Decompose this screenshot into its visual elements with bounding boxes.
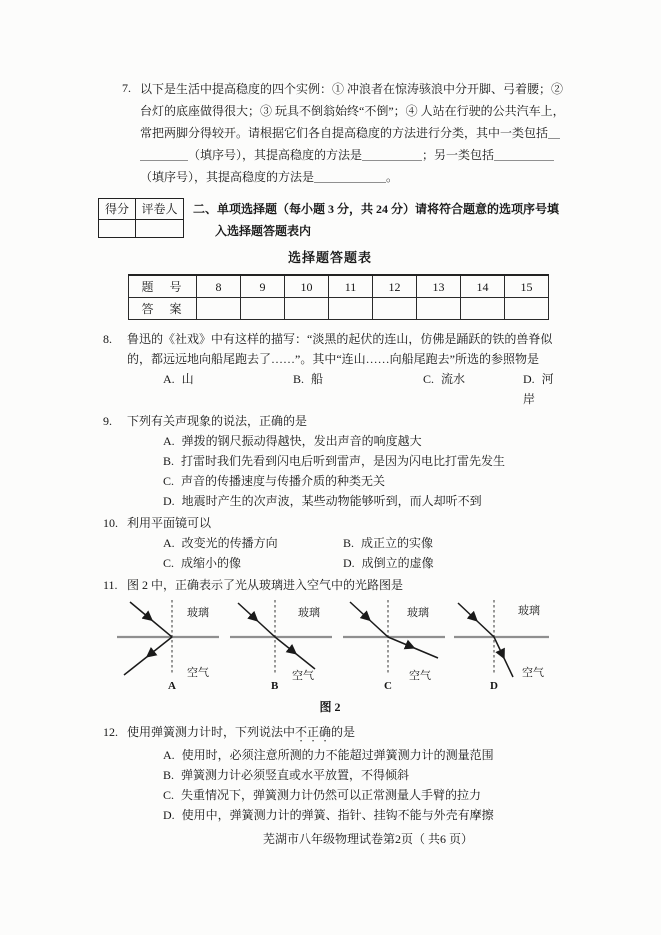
figure-2-caption: 图 2 [319, 700, 341, 714]
question-12 [95, 722, 565, 825]
air-label: 空气 [292, 670, 314, 682]
question-11-text: 图 2 中，正确表示了光从玻璃进入空气中的光路图是 [127, 578, 404, 592]
question-11-number: 11. [103, 578, 118, 592]
answer-cell [241, 298, 285, 320]
answer-cell [197, 298, 241, 320]
question-9 [95, 411, 565, 511]
air-label: 空气 [522, 667, 544, 679]
answer-table-number-row [129, 275, 549, 298]
answer-row-label: 答 案 [129, 298, 197, 320]
option-a: A. 山 [163, 372, 194, 386]
light-path-diagram-d [454, 597, 559, 697]
answer-cell [461, 298, 505, 320]
diagram-letter: D [490, 680, 498, 691]
question-12-options [127, 745, 565, 825]
question-number-cell: 15 [505, 275, 549, 298]
question-9-number: 9. [103, 414, 112, 428]
option-a: A. 改变光的传播方向 [163, 536, 278, 550]
question-10-text: 利用平面镜可以 [127, 516, 212, 530]
question-number-cell: 13 [417, 275, 461, 298]
light-path-diagram-c [341, 597, 446, 697]
question-number-cell: 12 [373, 275, 417, 298]
option-c: C. 失重情况下，弹簧测力计仍然可以正常测量人手臂的拉力 [163, 788, 482, 802]
section-2-heading: 二、单项选择题（每小题 3 分，共 24 分）请将符合题意的选项序号填入选择题答题表内 [193, 202, 560, 238]
question-8-number: 8. [103, 332, 112, 346]
question-number-cell: 10 [285, 275, 329, 298]
question-8-options [127, 369, 565, 409]
option-b: B. 成正立的实像 [343, 536, 434, 550]
glass-label: 玻璃 [407, 607, 429, 619]
question-8 [95, 329, 565, 409]
incident-ray [350, 602, 388, 637]
option-a: A. 使用时，必须注意所测的力不能超过弹簧测力计的测量范围 [163, 748, 494, 762]
question-7 [122, 78, 565, 188]
question-8-text: 鲁迅的《社戏》中有这样的描写：“淡黑的起伏的连山，仿佛是踊跃的铁的兽脊似的，都远远地向船尾跑去了……”。其中“连山……向船尾跑去”所选的参照物是 [127, 332, 553, 366]
question-number-cell: 14 [461, 275, 505, 298]
question-7-text: 以下是生活中提高稳度的四个实例：① 冲浪者在惊涛骇浪中分开脚、弓着腰；② 台灯的底座做得很大；③ 玩具不倒翁始终“不倒”；④ 人站在行驶的公共汽车上，常把两脚分得较开。请根据它们各自提高稳度的方法进行分类，其中一类包括＿＿＿＿＿（填序号），其提高稳度的方法是＿＿＿＿＿；另一类包括＿＿＿＿＿（填序号），其提高稳度的方法是＿＿＿＿＿＿。 [140, 82, 565, 184]
refracted-ray [388, 637, 438, 658]
refracted-ray [124, 637, 172, 675]
refracted-ray [275, 637, 315, 669]
glass-label: 玻璃 [187, 607, 209, 619]
page-content [95, 78, 565, 849]
answer-table-answer-row [129, 298, 549, 320]
diagram-letter: A [168, 680, 176, 691]
incident-ray [130, 602, 172, 637]
answer-cell [373, 298, 417, 320]
emphasized-text: 不正确 [295, 725, 332, 739]
option-c: C. 成缩小的像 [163, 556, 242, 570]
option-c: C. 声音的传播速度与传播介质的种类无关 [163, 474, 386, 488]
incident-ray [458, 603, 494, 637]
diagram-letter: C [384, 680, 392, 691]
answer-table [128, 274, 549, 320]
section-2-header-row [98, 198, 565, 242]
page-footer: 芜湖市八年级物理试卷第2页（ 共6 页） [262, 832, 473, 846]
answer-cell [417, 298, 461, 320]
refracted-ray [494, 637, 513, 677]
grader-label: 评卷人 [136, 199, 184, 220]
question-9-text: 下列有关声现象的说法，正确的是 [127, 414, 308, 428]
option-d: D. 使用中，弹簧测力计的弹簧、指针、挂钩不能与外壳有摩擦 [163, 808, 494, 822]
figure-2 [115, 597, 565, 697]
light-path-diagram-b [228, 597, 333, 697]
option-c: C. 流水 [423, 372, 466, 386]
answer-cell [285, 298, 329, 320]
air-label: 空气 [187, 667, 209, 679]
incident-ray [238, 603, 275, 637]
option-d: D. 成倒立的虚像 [343, 556, 434, 570]
option-d: D. 地震时产生的次声波，某些动物能够听到，而人却听不到 [163, 494, 482, 508]
light-path-diagram-a [115, 597, 220, 697]
answer-table-title: 选择题答题表 [287, 250, 372, 265]
question-number-cell: 9 [241, 275, 285, 298]
answer-cell [329, 298, 373, 320]
question-12-text: 使用弹簧测力计时，下列说法中不正确的是 [127, 725, 356, 739]
glass-label: 玻璃 [518, 605, 540, 617]
question-11 [95, 575, 565, 595]
question-9-options [127, 431, 565, 511]
glass-label: 玻璃 [298, 607, 320, 619]
option-b: B. 弹簧测力计必须竖直或水平放置，不得倾斜 [163, 768, 410, 782]
question-number-cell: 8 [197, 275, 241, 298]
number-row-label: 题 号 [129, 275, 197, 298]
question-12-number: 12. [103, 725, 118, 739]
air-label: 空气 [409, 670, 431, 682]
option-b: B. 打雷时我们先看到闪电后听到雷声，是因为闪电比打雷先发生 [163, 454, 506, 468]
question-7-number: 7. [122, 81, 131, 95]
question-number-cell: 11 [329, 275, 373, 298]
score-label: 得分 [99, 199, 136, 220]
question-10 [95, 513, 565, 573]
question-10-options [127, 533, 565, 573]
diagram-letter: B [271, 680, 279, 691]
option-b: B. 船 [293, 372, 324, 386]
answer-cell [505, 298, 549, 320]
grading-box [98, 198, 184, 238]
grader-cell [136, 220, 184, 238]
option-d: D. 河岸 [523, 372, 554, 406]
question-10-number: 10. [103, 516, 118, 530]
score-cell [99, 220, 136, 238]
option-a: A. 弹拨的钢尺振动得越快，发出声音的响度越大 [163, 434, 422, 448]
